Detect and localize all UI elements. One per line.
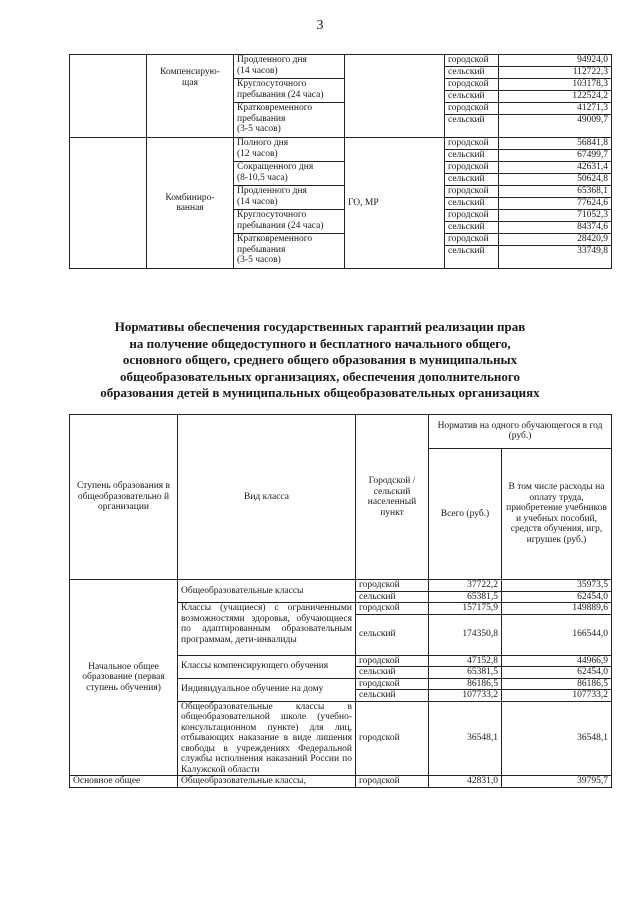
area-cell: городской [445,210,499,222]
level-basic: Основное общее [70,776,178,788]
total-cell: 157175,9 [429,603,502,615]
class-kind-cell: Общеобразовательные классы, [178,776,356,788]
amount-cell: 71052,3 [499,210,612,222]
total-cell: 37722,2 [429,580,502,592]
area-cell: городской [445,162,499,174]
kind-cell: Круглосуточного пребывания (24 часа) [234,79,345,103]
area-cell: городской [356,678,429,690]
class-kind-cell: Классы (учащиеся) с ограниченными возможностями здоровья, обучающиеся по адаптированным образовательным программам, дети-инвалиды [178,603,356,656]
section-heading [60,319,580,402]
including-cell: 62454,0 [502,591,612,603]
total-cell: 65381,5 [429,667,502,679]
heading-line: общеобразовательных организациях, обеспечения дополнительного [120,368,520,384]
total-cell: 107733,2 [429,690,502,702]
area-cell: городской [445,79,499,91]
class-kind-cell: Классы компенсирующего обучения [178,655,356,678]
location-cell [345,55,445,138]
amount-cell: 28420,9 [499,234,612,246]
kind-cell: Полного дня (12 часов) [234,138,345,162]
location-cell: ГО, МР [345,138,445,269]
kind-cell: Круглосуточного пребывания (24 часа) [234,210,345,234]
kind-cell: Кратковременного пребывания (3-5 часов) [234,103,345,138]
header-total: Всего (руб.) [429,448,502,579]
heading-line: на получение общедоступного и бесплатного начального общего, [129,335,511,351]
level-primary: Начальное общее образование (первая ступень обучения) [70,580,178,776]
including-cell: 86186,5 [502,678,612,690]
including-cell: 166544,0 [502,614,612,655]
amount-cell: 67499,7 [499,150,612,162]
area-cell: городской [445,186,499,198]
amount-cell: 56841,8 [499,138,612,150]
area-cell: городской [445,55,499,67]
area-cell: городской [445,234,499,246]
amount-cell: 112722,3 [499,67,612,79]
kind-cell: Продленного дня (14 часов) [234,186,345,210]
amount-cell: 84374,6 [499,222,612,234]
including-cell: 62454,0 [502,667,612,679]
area-cell: городской [356,603,429,615]
group-name-combined: Комбиниро- ванная [147,138,234,269]
header-class-kind: Вид класса [178,415,356,580]
header-norm-group: Норматив на одного обучающегося в год (руб.) [429,415,612,449]
kind-cell: Продленного дня (14 часов) [234,55,345,79]
top-continuation-table [69,54,612,269]
class-kind-cell: Общеобразовательные классы [178,580,356,603]
area-cell: сельский [445,150,499,162]
amount-cell: 42631,4 [499,162,612,174]
total-cell: 86186,5 [429,678,502,690]
total-cell: 36548,1 [429,701,502,776]
area-cell: сельский [445,91,499,103]
area-cell: городской [445,103,499,115]
area-cell: сельский [356,591,429,603]
header-settlement: Городской / сельский населенный пункт [356,415,429,580]
amount-cell: 49009,7 [499,115,612,138]
area-cell: городской [356,776,429,788]
amount-cell: 77624,6 [499,198,612,210]
area-cell: сельский [356,667,429,679]
area-cell: сельский [445,198,499,210]
header-level: Ступень образования в общеобразовательно й организации [70,415,178,580]
area-cell: городской [356,701,429,776]
including-cell: 149889,6 [502,603,612,615]
amount-cell: 65368,1 [499,186,612,198]
amount-cell: 94924,0 [499,55,612,67]
group-name-compensating: Компенсирую- щая [147,55,234,138]
area-cell: сельский [445,67,499,79]
heading-line: основного общего, среднего общего образования в муниципальных [122,352,518,367]
including-cell: 36548,1 [502,701,612,776]
page-number: 3 [316,18,324,33]
area-cell: городской [356,580,429,592]
area-cell: сельский [356,690,429,702]
amount-cell: 122524,2 [499,91,612,103]
heading-line: образования детей в муниципальных общеобразовательных организациях [100,385,540,400]
class-kind-cell: Индивидуальное обучение на дому [178,678,356,701]
kind-cell: Кратковременного пребывания (3-5 часов) [234,234,345,269]
including-cell: 44966,9 [502,655,612,667]
amount-cell: 33749,8 [499,246,612,269]
area-cell: городской [445,138,499,150]
including-cell: 35973,5 [502,580,612,592]
amount-cell: 41271,3 [499,103,612,115]
total-cell: 42831,0 [429,776,502,788]
amount-cell: 50624,8 [499,174,612,186]
empty-level-cell [70,55,147,138]
area-cell: сельский [445,174,499,186]
area-cell: сельский [445,115,499,138]
area-cell: городской [356,655,429,667]
total-cell: 65381,5 [429,591,502,603]
total-cell: 47152,8 [429,655,502,667]
empty-level-cell [70,138,147,269]
amount-cell: 103178,3 [499,79,612,91]
class-kind-cell: Общеобразовательные классы в общеобразовательной школе (учебно-консультационном пункте) для лиц, отбывающих наказание в виде лишения свободы в учреждениях Федеральной службы исполнения наказаний России по Калужской области [178,701,356,776]
norms-table [69,414,612,788]
total-cell: 174350,8 [429,614,502,655]
including-cell: 39795,7 [502,776,612,788]
area-cell: сельский [445,222,499,234]
kind-cell: Сокращенного дня (8-10,5 часа) [234,162,345,186]
header-including: В том числе расходы на оплату труда, приобретение учебников и учебных пособий, средств обучения, игр, игрушек (руб.) [502,448,612,579]
heading-line: Нормативы обеспечения государственных гарантий реализации прав [114,319,526,334]
area-cell: сельский [445,246,499,269]
area-cell: сельский [356,614,429,655]
including-cell: 107733,2 [502,690,612,702]
